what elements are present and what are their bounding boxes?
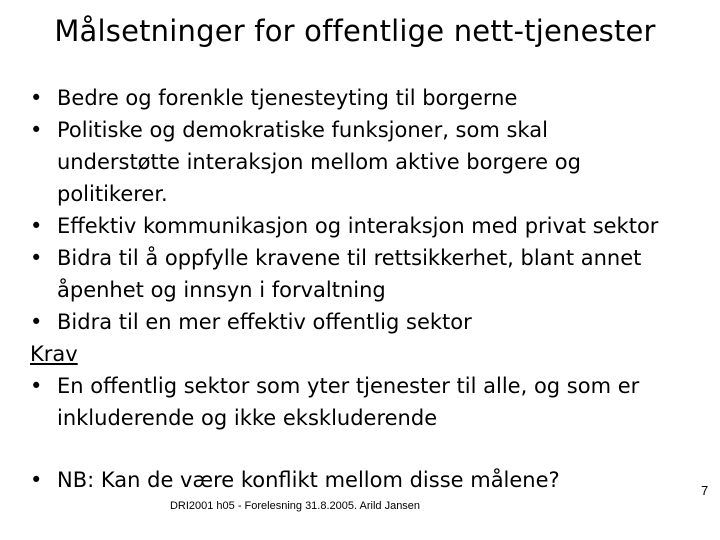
- bullet-icon: •: [30, 246, 43, 270]
- bullet-icon: •: [30, 374, 43, 398]
- bullet-item: [30, 464, 705, 496]
- slide-footer: DRI2001 h05 - Forelesning 31.8.2005. Arild Jansen: [169, 500, 421, 512]
- bullet-item: [30, 370, 705, 434]
- bullet-text-line: understøtte interaksjon mellom aktive borgere og: [57, 150, 581, 174]
- bullet-text-line: inkluderende og ikke ekskluderende: [57, 406, 438, 430]
- bullet-text-line: Bedre og forenkle tjenesteyting til borgerne: [57, 86, 518, 110]
- bullet-text-line: Politiske og demokratiske funksjoner, som skal: [57, 118, 548, 142]
- bullet-item: [30, 114, 705, 210]
- spacer: [30, 434, 705, 464]
- bullet-icon: •: [30, 468, 43, 492]
- page-number: 7: [701, 483, 709, 498]
- bullet-list-requirements: [30, 370, 705, 434]
- bullet-list-goals: [30, 82, 705, 338]
- bullet-text-line: politikerer.: [57, 182, 168, 206]
- bullet-icon: •: [30, 86, 43, 110]
- bullet-item: [30, 306, 705, 338]
- bullet-item: [30, 210, 705, 242]
- slide-content: [30, 82, 705, 496]
- bullet-list-note: [30, 464, 705, 496]
- bullet-text-line: NB: Kan de være konflikt mellom disse målene?: [57, 468, 560, 492]
- bullet-item: [30, 242, 705, 306]
- subheading-krav: Krav: [30, 342, 78, 366]
- bullet-item: [30, 82, 705, 114]
- bullet-icon: •: [30, 310, 43, 334]
- bullet-text-line: åpenhet og innsyn i forvaltning: [57, 278, 386, 302]
- bullet-text-line: En offentlig sektor som yter tjenester til alle, og som er: [57, 374, 640, 398]
- slide-title: Målsetninger for offentlige nett-tjenester: [54, 14, 656, 48]
- bullet-icon: •: [30, 118, 43, 142]
- bullet-icon: •: [30, 214, 43, 238]
- bullet-text-line: Bidra til å oppfylle kravene til rettsikkerhet, blant annet: [57, 246, 642, 270]
- bullet-text-line: Bidra til en mer effektiv offentlig sektor: [57, 310, 472, 334]
- bullet-text-line: Effektiv kommunikasjon og interaksjon med privat sektor: [57, 214, 659, 238]
